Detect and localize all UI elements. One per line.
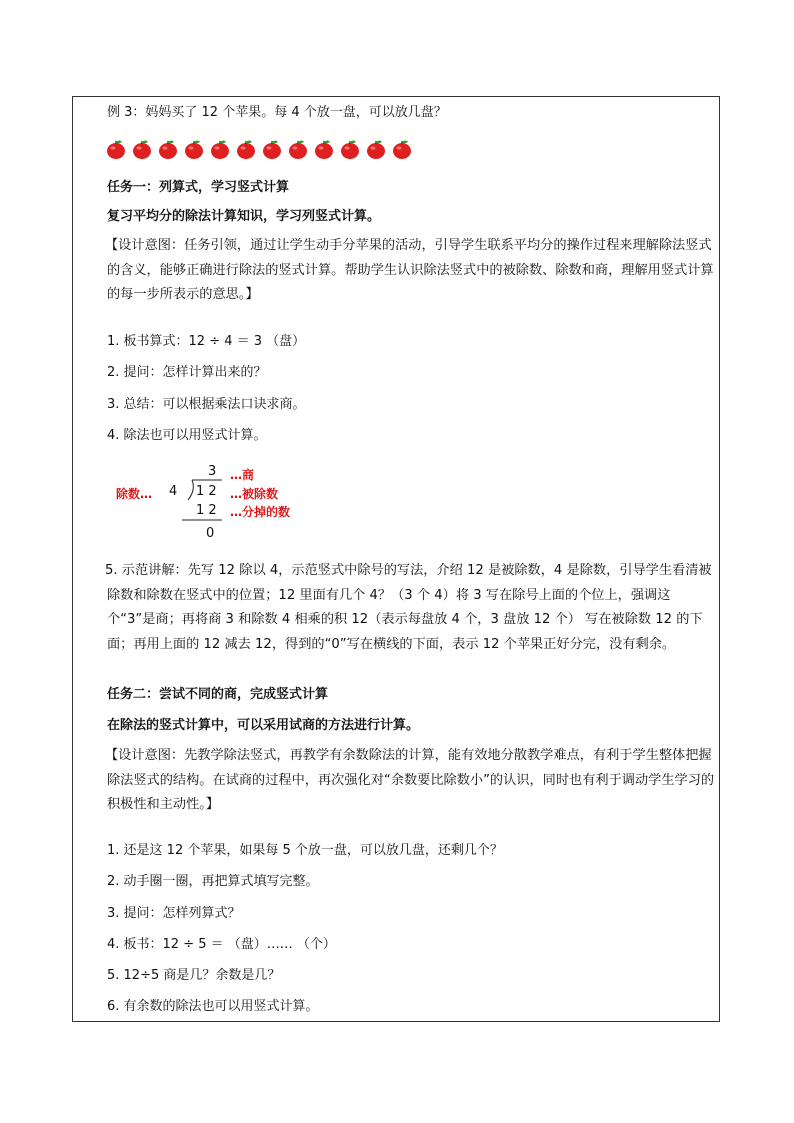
product-label: …分掉的数 [230, 505, 291, 519]
apple-icon [313, 138, 335, 160]
task2-step-2: 2. 动手圈一圈，再把算式填写完整。 [107, 874, 319, 889]
remainder: 0 [206, 526, 215, 541]
task2-step-4: 4. 板书：12 ÷ 5 ＝ （盘）…… （个） [107, 937, 336, 952]
task1-heading: 任务一：列算式，学习竖式计算 [107, 180, 290, 195]
task1-step-1: 1. 板书算式：12 ÷ 4 ＝ 3 （盘） [107, 334, 306, 349]
apple-row [105, 138, 413, 164]
apple-icon [339, 138, 361, 160]
divisor-label: 除数… [116, 487, 153, 501]
apple-icon [131, 138, 153, 160]
apple-icon [391, 138, 413, 160]
dividend-label: …被除数 [230, 487, 279, 501]
apple-icon [209, 138, 231, 160]
task2-step-3: 3. 提问：怎样列算式？ [107, 906, 241, 921]
task1-subheading: 复习平均分的除法计算知识，学习列竖式计算。 [107, 209, 381, 224]
apple-icon [157, 138, 179, 160]
task1-step-4: 4. 除法也可以用竖式计算。 [107, 428, 267, 443]
task2-subheading: 在除法的竖式计算中，可以采用试商的方法进行计算。 [107, 718, 420, 733]
apple-icon [287, 138, 309, 160]
task2-design-intent: 【设计意图：先教学除法竖式，再教学有余数除法的计算，能有效地分散教学难点，有利于学生整体把握除法竖式的结构。在试商的过程中，再次强化对“余数要比除数小”的认识，同时也有利于调动学生学习的积极性和主动性。】 [105, 748, 715, 812]
divisor: 4 [169, 484, 178, 499]
quotient-label: …商 [230, 468, 255, 482]
apple-icon [235, 138, 257, 160]
apple-icon [183, 138, 205, 160]
example-title: 例 3：妈妈买了 12 个苹果。每 4 个放一盘，可以放几盘？ [107, 105, 447, 120]
task1-step-5: 5. 示范讲解：先写 12 除以 4，示范竖式中除号的写法，介绍 12 是被除数，4 是除数，引导学生看清被除数和除数在竖式中的位置；12 里面有几个 4？（3 个 4）将 3 写在除号上面的个位上，强调这个“3”是商；再将商 3 和除数 4 相乘的积 12（表示每盘放 4 个，3 盘放 12 个） 写在被除数 12 的下面；再用上面的 12 减去 12，得到的“0”写在横线的下面，表示 12 个苹果正好分完，没有剩余。 [105, 563, 712, 652]
task1-step-2: 2. 提问：怎样计算出来的？ [107, 365, 267, 380]
task1-design-intent: 【设计意图：任务引领，通过让学生动手分苹果的活动，引导学生联系平均分的操作过程来理解除法竖式的含义，能够正确进行除法的竖式计算。帮助学生认识除法竖式中的被除数、除数和商，理解用竖式计算的每一步所表示的意思。】 [105, 238, 714, 302]
task2-heading: 任务二：尝试不同的商，完成竖式计算 [107, 687, 329, 702]
task2-step-1: 1. 还是这 12 个苹果，如果每 5 个放一盘，可以放几盘，还剩几个？ [107, 843, 503, 858]
product: 1 2 [196, 503, 217, 518]
task1-step-3: 3. 总结：可以根据乘法口诀求商。 [107, 397, 306, 412]
quotient: 3 [208, 464, 217, 479]
task2-step-6: 6. 有余数的除法也可以用竖式计算。 [107, 999, 319, 1014]
apple-icon [365, 138, 387, 160]
dividend: 1 2 [196, 484, 217, 499]
apple-icon [261, 138, 283, 160]
long-division-diagram [112, 460, 372, 550]
task2-step-5: 5. 12÷5 商是几？余数是几？ [107, 968, 281, 983]
apple-icon [105, 138, 127, 160]
